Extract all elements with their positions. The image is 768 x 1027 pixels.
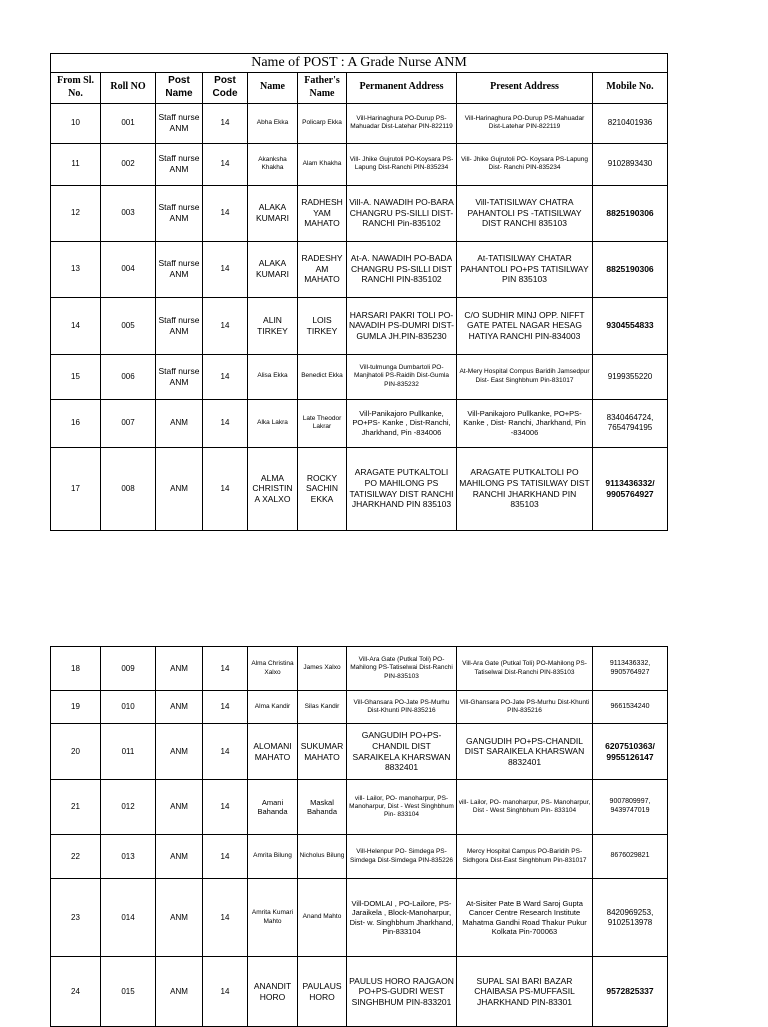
header-mobile: Mobile No. <box>593 72 668 103</box>
father-cell: RADESHY AM MAHATO <box>298 241 347 297</box>
page-title: Name of POST : A Grade Nurse ANM <box>51 54 668 73</box>
present-address-cell: C/O SUDHIR MINJ OPP. NIFFT GATE PATEL NAGAR HESAG HATIYA RANCHI PIN-834003 <box>457 297 593 354</box>
mobile-cell: 9102893430 <box>593 143 668 185</box>
post-cell: ANM <box>156 691 203 724</box>
father-cell: Maskal Bahanda <box>298 780 347 835</box>
mobile-cell: 8825190306 <box>593 241 668 297</box>
name-cell: ALAKA KUMARI <box>248 185 298 241</box>
sl-cell: 23 <box>51 879 101 957</box>
roll-cell: 011 <box>101 724 156 780</box>
sl-cell: 10 <box>51 103 101 143</box>
sl-cell: 18 <box>51 647 101 691</box>
permanent-address-cell: Vill-Helenpur PO- Simdega PS-Simdega Dist-Simdega PIN-835226 <box>347 835 457 879</box>
permanent-address-cell: vill- Lailor, PO- manoharpur, PS- Manoharpur, Dist - West Singhbhum Pin- 833104 <box>347 780 457 835</box>
father-cell: James Xalxo <box>298 647 347 691</box>
father-cell: Silas Kandir <box>298 691 347 724</box>
present-address-cell: Vill-Panikajoro Pullkanke, PO+PS- Kanke , Dist- Ranchi, Jharkhand, Pin -834006 <box>457 399 593 447</box>
name-cell: Alma Christina Xalxo <box>248 647 298 691</box>
table-row <box>51 780 668 835</box>
table-row <box>51 185 668 241</box>
roll-cell: 013 <box>101 835 156 879</box>
roll-cell: 009 <box>101 647 156 691</box>
sl-cell: 21 <box>51 780 101 835</box>
father-cell: Nicholus Bilung <box>298 835 347 879</box>
present-address-cell: GANGUDIH PO+PS-CHANDIL DIST SARAIKELA KHARSWAN 8832401 <box>457 724 593 780</box>
name-cell: ALAKA KUMARI <box>248 241 298 297</box>
table-row <box>51 691 668 724</box>
present-address-cell: At-TATISILWAY CHATAR PAHANTOLI PO+PS TATISILWAY PIN 835103 <box>457 241 593 297</box>
table-row <box>51 647 668 691</box>
mobile-cell: 9113436332, 9905764927 <box>593 647 668 691</box>
name-cell: Amrita Bilung <box>248 835 298 879</box>
present-address-cell: vill- Lailor, PO- manoharpur, PS- Manoharpur, Dist - West Singhbhum Pin- 833104 <box>457 780 593 835</box>
sl-cell: 15 <box>51 354 101 399</box>
father-cell: SUKUMAR MAHATO <box>298 724 347 780</box>
candidate-table-2 <box>50 646 668 1027</box>
mobile-cell: 9572825337 <box>593 957 668 1027</box>
name-cell: ALOMANI MAHATO <box>248 724 298 780</box>
code-cell: 14 <box>203 297 248 354</box>
permanent-address-cell: Vill-Panikajoro Pullkanke, PO+PS- Kanke , Dist-Ranchi, Jharkhand, Pin -834006 <box>347 399 457 447</box>
father-cell: Benedict Ekka <box>298 354 347 399</box>
mobile-cell: 9199355220 <box>593 354 668 399</box>
mobile-cell: 8420969253, 9102513978 <box>593 879 668 957</box>
name-cell: Akanksha Khakha <box>248 143 298 185</box>
permanent-address-cell: Vill- Jhike Gujrutoli PO-Koysara PS- Lapung Dist-Ranchi PIN-835234 <box>347 143 457 185</box>
table-row <box>51 399 668 447</box>
sl-cell: 12 <box>51 185 101 241</box>
mobile-cell: 9304554833 <box>593 297 668 354</box>
table-row <box>51 447 668 530</box>
name-cell: ALMA CHRISTIN A XALXO <box>248 447 298 530</box>
father-cell: Anand Mahto <box>298 879 347 957</box>
code-cell: 14 <box>203 241 248 297</box>
post-cell: ANM <box>156 647 203 691</box>
post-cell: ANM <box>156 724 203 780</box>
table-row <box>51 241 668 297</box>
code-cell: 14 <box>203 691 248 724</box>
roll-cell: 012 <box>101 780 156 835</box>
roll-cell: 007 <box>101 399 156 447</box>
permanent-address-cell: Vill-Ara Gate (Putkal Toli) PO-Mahilong PS-Tatiselwai Dist-Ranchi PIN-835103 <box>347 647 457 691</box>
mobile-cell: 8825190306 <box>593 185 668 241</box>
post-cell: ANM <box>156 780 203 835</box>
permanent-address-cell: Vill-Ghansara PO-Jate PS-Murhu Dist-Khunti PIN-835216 <box>347 691 457 724</box>
code-cell: 14 <box>203 103 248 143</box>
father-cell: RADHESH YAM MAHATO <box>298 185 347 241</box>
code-cell: 14 <box>203 143 248 185</box>
code-cell: 14 <box>203 354 248 399</box>
sl-cell: 13 <box>51 241 101 297</box>
code-cell: 14 <box>203 399 248 447</box>
permanent-address-cell: Vill-tulmunga Dumbartoli PO-Manjhatoli PS-Raidih Dist-Gumla PIN-835232 <box>347 354 457 399</box>
name-cell: Abha Ekka <box>248 103 298 143</box>
mobile-cell: 9007809997, 9439747019 <box>593 780 668 835</box>
table-row <box>51 143 668 185</box>
permanent-address-cell: PAULUS HORO RAJGAON PO+PS-GUDRI WEST SINGHBHUM PIN-833201 <box>347 957 457 1027</box>
roll-cell: 001 <box>101 103 156 143</box>
present-address-cell: At-Mery Hospital Compus Baridih Jamsedpur Dist- East Singhbhum Pin-831017 <box>457 354 593 399</box>
post-cell: Staff nurse ANM <box>156 297 203 354</box>
post-cell: ANM <box>156 399 203 447</box>
present-address-cell: Vill-Harinaghura PO-Durup PS-Mahuadar Dist-Latehar PIN-822119 <box>457 103 593 143</box>
table-row <box>51 354 668 399</box>
post-cell: ANM <box>156 835 203 879</box>
code-cell: 14 <box>203 185 248 241</box>
roll-cell: 004 <box>101 241 156 297</box>
present-address-cell: Vill-Ara Gate (Putkal Toli) PO-Mahilong PS-Tatiselwai Dist-Ranchi PIN-835103 <box>457 647 593 691</box>
present-address-cell: ARAGATE PUTKALTOLI PO MAHILONG PS TATISILWAY DIST RANCHI JHARKHAND PIN 835103 <box>457 447 593 530</box>
sl-cell: 22 <box>51 835 101 879</box>
present-address-cell: Vill-Ghansara PO-Jate PS-Murhu Dist-Khunti PIN-835216 <box>457 691 593 724</box>
post-cell: ANM <box>156 957 203 1027</box>
present-address-cell: SUPAL SAI BARI BAZAR CHAIBASA PS-MUFFASIL JHARKHAND PIN-83301 <box>457 957 593 1027</box>
father-cell: Late Theodor Lakrar <box>298 399 347 447</box>
roll-cell: 005 <box>101 297 156 354</box>
sl-cell: 14 <box>51 297 101 354</box>
post-cell: Staff nurse ANM <box>156 185 203 241</box>
roll-cell: 003 <box>101 185 156 241</box>
mobile-cell: 8340464724, 7654794195 <box>593 399 668 447</box>
header-father: Father's Name <box>298 72 347 103</box>
roll-cell: 006 <box>101 354 156 399</box>
father-cell: Policarp Ekka <box>298 103 347 143</box>
post-cell: Staff nurse ANM <box>156 354 203 399</box>
post-cell: Staff nurse ANM <box>156 241 203 297</box>
father-cell: PAULAUS HORO <box>298 957 347 1027</box>
candidate-table-1 <box>50 53 668 531</box>
permanent-address-cell: Vill-Harinaghura PO-Durup PS-Mahuadar Dist-Latehar PIN-822119 <box>347 103 457 143</box>
roll-cell: 010 <box>101 691 156 724</box>
sl-cell: 20 <box>51 724 101 780</box>
header-name: Name <box>248 72 298 103</box>
table-row <box>51 103 668 143</box>
mobile-cell: 8676029821 <box>593 835 668 879</box>
table-row <box>51 879 668 957</box>
code-cell: 14 <box>203 724 248 780</box>
code-cell: 14 <box>203 879 248 957</box>
roll-cell: 014 <box>101 879 156 957</box>
permanent-address-cell: At-A. NAWADIH PO-BADA CHANGRU PS-SILLI DIST RANCHI PIN-835102 <box>347 241 457 297</box>
header-roll: Roll NO <box>101 72 156 103</box>
father-cell: Alam Khakha <box>298 143 347 185</box>
header-post-name: Post Name <box>156 72 203 103</box>
post-cell: ANM <box>156 447 203 530</box>
name-cell: ANANDIT HORO <box>248 957 298 1027</box>
name-cell: Amani Bahanda <box>248 780 298 835</box>
sl-cell: 24 <box>51 957 101 1027</box>
mobile-cell: 9113436332/ 9905764927 <box>593 447 668 530</box>
name-cell: Alisa Ekka <box>248 354 298 399</box>
name-cell: Alka Lakra <box>248 399 298 447</box>
permanent-address-cell: Vill-A. NAWADIH PO-BARA CHANGRU PS-SILLI DIST- RANCHI Pin-835102 <box>347 185 457 241</box>
permanent-address-cell: HARSARI PAKRI TOLI PO-NAVADIH PS-DUMRI DIST-GUMLA JH.PIN-835230 <box>347 297 457 354</box>
sl-cell: 17 <box>51 447 101 530</box>
roll-cell: 015 <box>101 957 156 1027</box>
father-cell: ROCKY SACHIN EKKA <box>298 447 347 530</box>
header-post-code: Post Code <box>203 72 248 103</box>
permanent-address-cell: Vill-DOMLAI , PO-Lailore, PS-Jaraikela , Block-Manoharpur, Dist- w. Singhbhum Jharkhand, Pin-833104 <box>347 879 457 957</box>
code-cell: 14 <box>203 647 248 691</box>
mobile-cell: 8210401936 <box>593 103 668 143</box>
header-from-sl: From Sl. No. <box>51 72 101 103</box>
sl-cell: 11 <box>51 143 101 185</box>
present-address-cell: At-Sisiter Pate B Ward Saroj Gupta Cancer Centre Research Institute Mahatma Gandhi Road Thakur Pukur Kolkata Pin-700063 <box>457 879 593 957</box>
permanent-address-cell: GANGUDIH PO+PS-CHANDIL DIST SARAIKELA KHARSWAN 8832401 <box>347 724 457 780</box>
post-cell: Staff nurse ANM <box>156 143 203 185</box>
code-cell: 14 <box>203 780 248 835</box>
table-row <box>51 724 668 780</box>
sl-cell: 16 <box>51 399 101 447</box>
present-address-cell: Vill- Jhike Gujrutoli PO- Koysara PS-Lapung Dist- Ranchi PIN-835234 <box>457 143 593 185</box>
name-cell: Amrita Kumari Mahto <box>248 879 298 957</box>
roll-cell: 008 <box>101 447 156 530</box>
name-cell: Alma Kandir <box>248 691 298 724</box>
header-present: Present Address <box>457 72 593 103</box>
header-permanent: Permanent Address <box>347 72 457 103</box>
code-cell: 14 <box>203 835 248 879</box>
mobile-cell: 6207510363/ 9955126147 <box>593 724 668 780</box>
father-cell: LOIS TIRKEY <box>298 297 347 354</box>
table-row <box>51 957 668 1027</box>
code-cell: 14 <box>203 957 248 1027</box>
code-cell: 14 <box>203 447 248 530</box>
header-row <box>51 72 668 103</box>
sl-cell: 19 <box>51 691 101 724</box>
present-address-cell: Vill-TATISILWAY CHATRA PAHANTOLI PS -TATISILWAY DIST RANCHI 835103 <box>457 185 593 241</box>
table-row <box>51 835 668 879</box>
mobile-cell: 9661534240 <box>593 691 668 724</box>
post-cell: ANM <box>156 879 203 957</box>
roll-cell: 002 <box>101 143 156 185</box>
post-cell: Staff nurse ANM <box>156 103 203 143</box>
table-row <box>51 297 668 354</box>
present-address-cell: Mercy Hospital Campus PO-Baridih PS-Sidhgora Dist-East Singhbhum Pin-831017 <box>457 835 593 879</box>
permanent-address-cell: ARAGATE PUTKALTOLI PO MAHILONG PS TATISILWAY DIST RANCHI JHARKHAND PIN 835103 <box>347 447 457 530</box>
name-cell: ALIN TIRKEY <box>248 297 298 354</box>
